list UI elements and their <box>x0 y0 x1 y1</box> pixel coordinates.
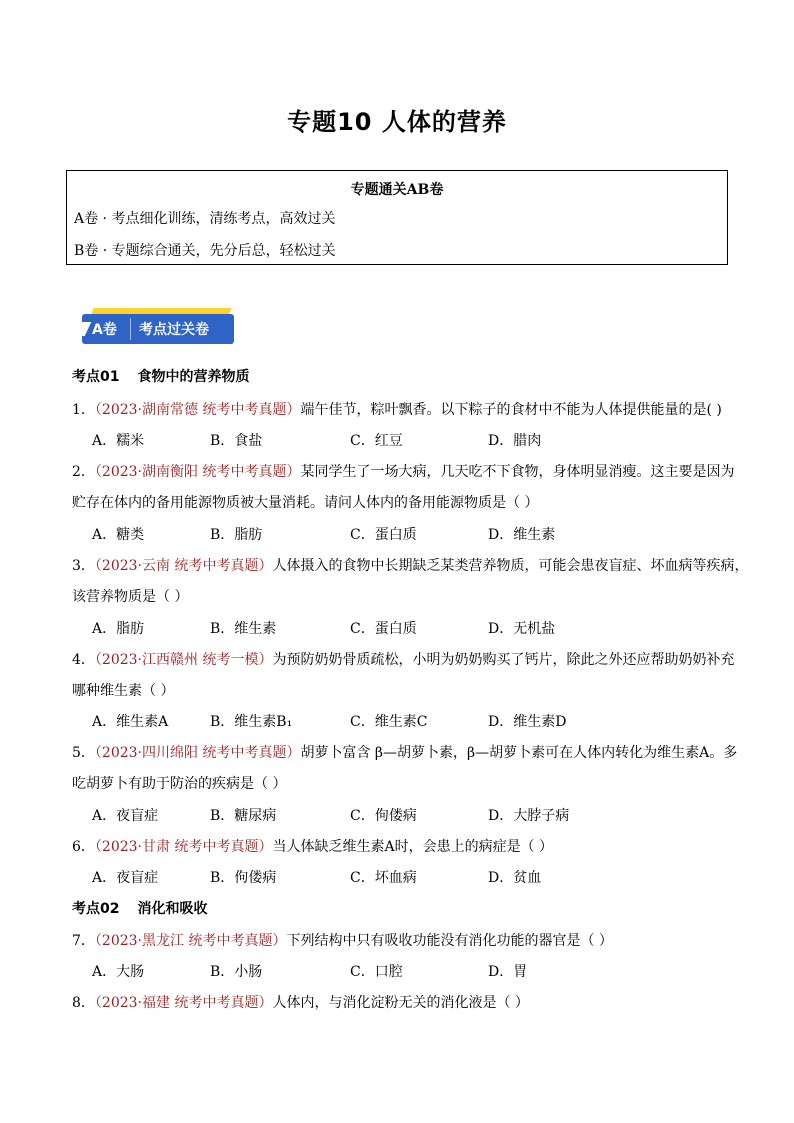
question-number: 3． <box>72 558 95 574</box>
option: D．维生素 <box>488 527 556 543</box>
section-banner <box>82 308 238 348</box>
question <box>72 399 722 419</box>
option: B．佝偻病 <box>210 870 277 886</box>
option: B．脂肪 <box>210 527 263 543</box>
option: A．维生素A <box>92 714 169 730</box>
option: C．口腔 <box>350 964 403 980</box>
question-number: 6． <box>72 839 95 855</box>
question-number: 1． <box>72 402 95 418</box>
option: D．无机盐 <box>488 621 556 637</box>
option: C．佝偻病 <box>350 808 417 824</box>
option: C．维生素C <box>350 714 428 730</box>
question <box>72 649 734 669</box>
question <box>72 992 529 1012</box>
question <box>72 836 553 856</box>
question <box>72 742 737 762</box>
option: B．糖尿病 <box>210 808 277 824</box>
question-source: （2023·江西赣州 统考一模） <box>94 652 273 668</box>
option: B．小肠 <box>210 964 263 980</box>
option: A．脂肪 <box>92 621 145 637</box>
option: D．大脖子病 <box>488 808 570 824</box>
option: C．红豆 <box>350 433 403 449</box>
question-text: 下列结构中只有吸收功能没有消化功能的器官是（ ） <box>286 933 613 949</box>
section-heading <box>72 898 207 918</box>
option: D．维生素D <box>488 714 567 730</box>
question-text: 端午佳节，粽叶飘香。以下粽子的食材中不能为人体提供能量的是( ) <box>300 402 722 418</box>
question-text: 为预防奶奶骨质疏松，小明为奶奶购买了钙片，除此之外还应帮助奶奶补充 <box>272 652 735 668</box>
question-text-continued: 吃胡萝卜有助于防治的疾病是（ ） <box>72 776 287 792</box>
question-number: 2． <box>72 464 95 480</box>
question-source: （2023·湖南常德 统考中考真题） <box>94 402 301 418</box>
ab-line-b: B卷 · 专题综合通关，先分后总，轻松过关 <box>74 243 336 259</box>
question-source: （2023·甘肃 统考中考真题） <box>94 839 273 855</box>
page-title: 专题10 人体的营养 <box>287 108 507 136</box>
ab-summary-box <box>66 170 728 265</box>
question-source: （2023·黑龙江 统考中考真题） <box>94 933 287 949</box>
option: A．夜盲症 <box>92 808 159 824</box>
banner-divider <box>130 318 131 340</box>
question-text: 胡萝卜富含 β—胡萝卜素，β—胡萝卜素可在人体内转化为维生素A。多 <box>300 745 738 761</box>
question-text: 人体内，与消化淀粉无关的消化液是（ ） <box>272 995 529 1011</box>
question-text: 某同学生了一场大病，几天吃不下食物，身体明显消瘦。这主要是因为 <box>300 464 735 480</box>
option: A．糯米 <box>92 433 145 449</box>
question-source: （2023·四川绵阳 统考中考真题） <box>94 745 301 761</box>
option: C．坏血病 <box>350 870 417 886</box>
banner-label-b: 考点过关卷 <box>139 322 209 338</box>
option: A．夜盲症 <box>92 870 159 886</box>
question-text: 当人体缺乏维生素A时，会患上的病症是（ ） <box>272 839 554 855</box>
question <box>72 930 613 950</box>
section-name: 消化和吸收 <box>137 901 208 917</box>
question-text-continued: 该营养物质是（ ） <box>72 589 189 605</box>
option: D．贫血 <box>488 870 542 886</box>
banner-label-a: A卷 <box>92 322 117 338</box>
section-number: 考点02 <box>72 901 120 917</box>
question-number: 5． <box>72 745 95 761</box>
section-name: 食物中的营养物质 <box>137 369 250 385</box>
question-source: （2023·福建 统考中考真题） <box>94 995 273 1011</box>
option: B．维生素 <box>210 621 277 637</box>
question-number: 7． <box>72 933 95 949</box>
option: B．食盐 <box>210 433 263 449</box>
question-text: 人体摄入的食物中长期缺乏某类营养物质，可能会患夜盲症、坏血病等疾病， <box>272 558 749 574</box>
question-text-continued: 哪种维生素（ ） <box>72 683 175 699</box>
section-heading <box>72 366 249 386</box>
question-text-continued: 贮存在体内的备用能源物质被大量消耗。请问人体内的备用能源物质是（ ） <box>72 495 539 511</box>
option: C．蛋白质 <box>350 527 417 543</box>
question-source: （2023·湖南衡阳 统考中考真题） <box>94 464 301 480</box>
ab-title: 专题通关AB卷 <box>350 182 444 198</box>
option: A．糖类 <box>92 527 145 543</box>
question <box>72 555 748 575</box>
ab-line-a: A卷 · 考点细化训练，清练考点，高效过关 <box>74 211 336 227</box>
option: C．蛋白质 <box>350 621 417 637</box>
question-source: （2023·云南 统考中考真题） <box>94 558 273 574</box>
option: B．维生素B₁ <box>210 714 293 730</box>
question-number: 8． <box>72 995 95 1011</box>
section-number: 考点01 <box>72 369 120 385</box>
question-number: 4． <box>72 652 95 668</box>
option: D．胃 <box>488 964 528 980</box>
question <box>72 461 734 481</box>
option: A．大肠 <box>92 964 145 980</box>
option: D．腊肉 <box>488 433 542 449</box>
